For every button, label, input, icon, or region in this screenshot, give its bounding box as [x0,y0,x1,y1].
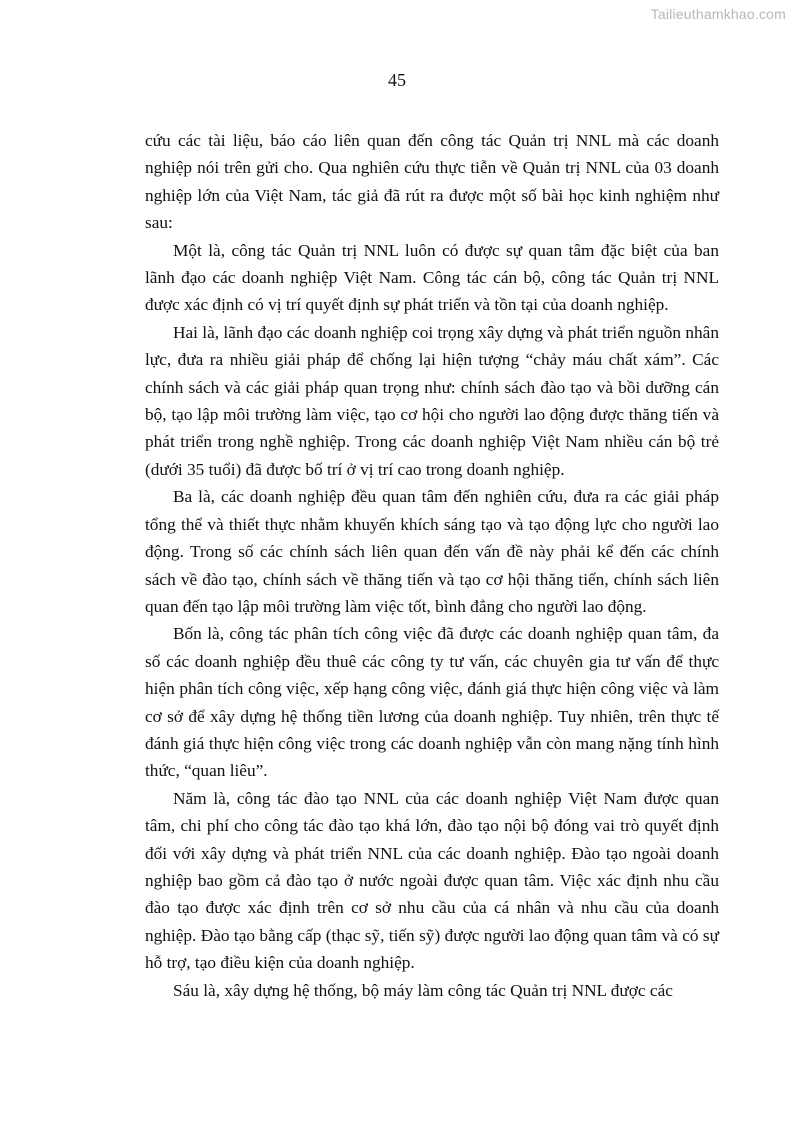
paragraph-lesson-four: Bốn là, công tác phân tích công việc đã được các doanh nghiệp quan tâm, đa số các doanh nghiệp đều thuê các công ty tư vấn, các chuyên gia tư vấn để thực hiện phân tích công việc, xếp hạng công việc, đánh giá thực hiện công việc và làm cơ sở để xây dựng hệ thống tiền lương của doanh nghiệp. Tuy nhiên, trên thực tế đánh giá thực hiện công việc trong các doanh nghiệp vẫn còn mang nặng tính hình thức, “quan liêu”. [145,624,719,781]
page-number: 45 [388,70,406,90]
paragraph-lesson-six: Sáu là, xây dựng hệ thống, bộ máy làm công tác Quản trị NNL được các [173,980,673,1000]
paragraph-lesson-two: Hai là, lãnh đạo các doanh nghiệp coi trọng xây dựng và phát triển nguồn nhân lực, đưa ra nhiều giải pháp để chống lại hiện tượng “chảy máu chất xám”. Các chính sách và các giải pháp quan trọng như: chính sách đào tạo và bồi dưỡng cán bộ, tạo lập môi trường làm việc, tạo cơ hội cho người lao động được thăng tiến và phát triển trong nghề nghiệp. Trong các doanh nghiệp Việt Nam nhiều cán bộ trẻ (dưới 35 tuổi) đã được bố trí ở vị trí cao trong doanh nghiệp. [145,322,719,479]
paragraph-lesson-one: Một là, công tác Quản trị NNL luôn có được sự quan tâm đặc biệt của ban lãnh đạo các doanh nghiệp Việt Nam. Công tác cán bộ, công tác Quản trị NNL được xác định có vị trí quyết định sự phát triển và tồn tại của doanh nghiệp. [145,240,719,315]
watermark-text: Tailieuthamkhao.com [650,6,786,22]
paragraph-lesson-five: Năm là, công tác đào tạo NNL của các doanh nghiệp Việt Nam được quan tâm, chi phí cho công tác đào tạo khá lớn, đào tạo nội bộ đóng vai trò quyết định đối với xây dựng và phát triển NNL của các doanh nghiệp. Đào tạo ngoài doanh nghiệp bao gồm cả đào tạo ở nước ngoài được quan tâm. Việc xác định nhu cầu đào tạo được xác định trên cơ sở nhu cầu của cá nhân và nhu cầu của doanh nghiệp. Đào tạo bằng cấp (thạc sỹ, tiến sỹ) được người lao động quan tâm và có sự hỗ trợ, tạo điều kiện của doanh nghiệp. [145,788,719,973]
document-body [145,127,719,1004]
paragraph-intro-continued: cứu các tài liệu, báo cáo liên quan đến công tác Quản trị NNL mà các doanh nghiệp nói trên gửi cho. Qua nghiên cứu thực tiễn về Quản trị NNL của 03 doanh nghiệp lớn của Việt Nam, tác giả đã rút ra được một số bài học kinh nghiệm như sau: [145,131,719,233]
paragraph-lesson-three: Ba là, các doanh nghiệp đều quan tâm đến nghiên cứu, đưa ra các giải pháp tổng thể và thiết thực nhằm khuyến khích sáng tạo và tạo động lực cho người lao động. Trong số các chính sách liên quan đến vấn đề này phải kể đến các chính sách về đào tạo, chính sách về thăng tiến và tạo cơ hội thăng tiến, chính sách liên quan đến tạo lập môi trường làm việc tốt, bình đẳng cho người lao động. [145,487,719,616]
